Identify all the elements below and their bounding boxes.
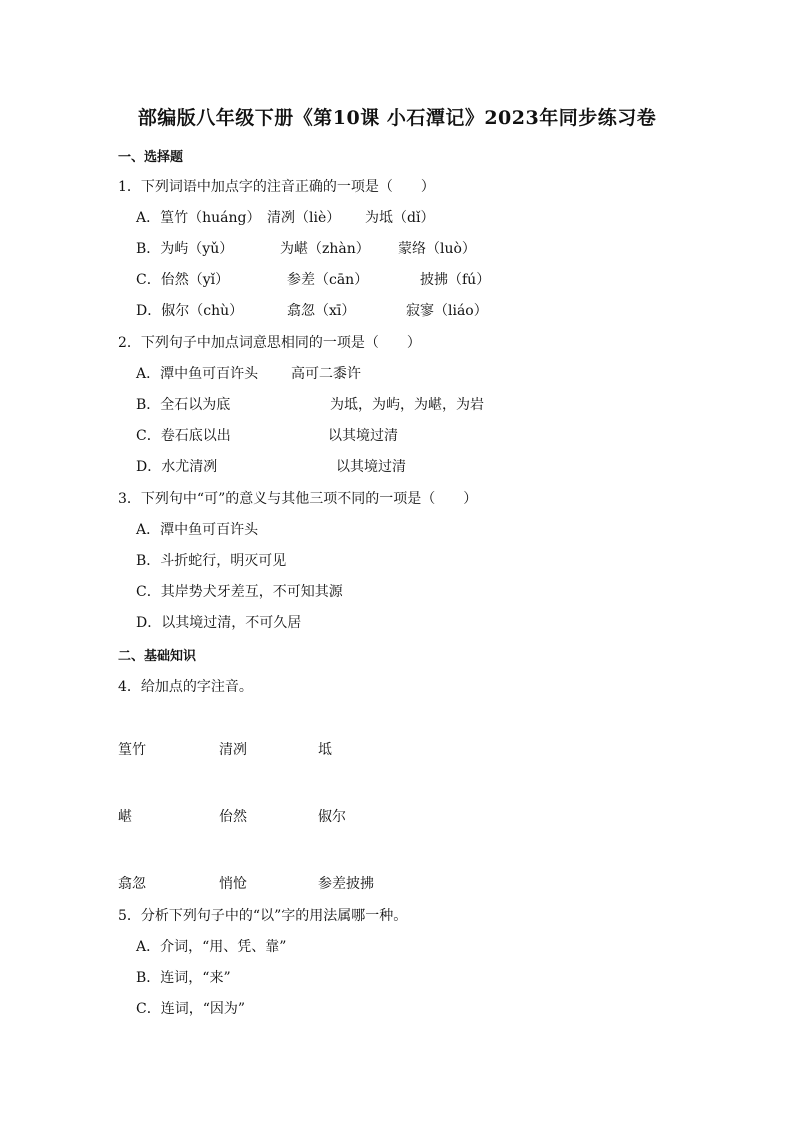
q1-c-item-2: 参差（cān） <box>287 272 369 288</box>
q1-d-item-1: D．俶尔（chù） <box>136 303 244 319</box>
question-3-stem: 3．下列句中“可”的意义与其他三项不同的一项是（ ） <box>118 491 478 507</box>
q4-word: 翕忽 <box>118 876 146 892</box>
question-2-stem: 2．下列句子中加点词意思相同的一项是（ ） <box>118 335 421 351</box>
q4-word: 俶尔 <box>318 809 346 825</box>
q4-word: 篁竹 <box>118 742 146 758</box>
q2-option-a <box>136 363 361 383</box>
q2-c-item-2: 以其境过清 <box>328 428 398 444</box>
q3-option-a: A．潭中鱼可百许头 <box>136 522 259 538</box>
q1-b-item-1: B．为屿（yǔ） <box>136 241 234 257</box>
q1-b-item-3: 蒙络（luò） <box>398 241 476 257</box>
q4-word: 佁然 <box>219 809 247 825</box>
q2-b-item-2: 为坻，为屿，为嵁，为岩 <box>330 397 484 413</box>
q2-a-item-1: A．潭中鱼可百许头 <box>136 366 259 382</box>
q2-c-item-1: C．卷石底以出 <box>136 428 231 444</box>
section-heading-basics: 二、基础知识 <box>118 649 197 664</box>
q1-a-item-3: 为坻（dǐ） <box>365 210 435 226</box>
q2-d-item-1: D．水尤清冽 <box>136 459 218 475</box>
q1-a-item-2: 清冽（liè） <box>267 210 341 226</box>
q1-d-item-3: 寂寥（liáo） <box>406 303 488 319</box>
q2-option-b <box>136 394 484 414</box>
q1-d-item-2: 翕忽（xī） <box>287 303 356 319</box>
q5-option-c: C．连词，“因为” <box>136 1001 246 1017</box>
q4-word: 坻 <box>318 742 332 758</box>
q4-word: 参差披拂 <box>318 876 374 892</box>
q1-b-item-2: 为嵁（zhàn） <box>280 241 370 257</box>
q1-option-b <box>136 238 476 258</box>
q4-word: 清冽 <box>219 742 247 758</box>
q2-option-d <box>136 456 406 476</box>
q2-option-c <box>136 425 398 445</box>
q1-option-d <box>136 300 488 320</box>
q4-word: 悄怆 <box>219 876 247 892</box>
q1-option-c <box>136 269 491 289</box>
question-4-stem: 4．给加点的字注音。 <box>118 679 253 695</box>
q2-a-item-2: 高可二黍许 <box>291 366 361 382</box>
q2-d-item-2: 以其境过清 <box>336 459 406 475</box>
q3-option-b: B．斗折蛇行，明灭可见 <box>136 553 287 569</box>
question-1-stem: 1．下列词语中加点字的注音正确的一项是（ ） <box>118 179 435 195</box>
q1-option-a <box>136 207 435 227</box>
q5-option-a: A．介词，“用、凭、靠” <box>136 939 287 955</box>
page-title: 部编版八年级下册《第10课 小石潭记》2023年同步练习卷 <box>137 107 657 129</box>
q1-c-item-3: 披拂（fú） <box>420 272 491 288</box>
q4-word: 嵁 <box>118 809 132 825</box>
q1-c-item-1: C．佁然（yǐ） <box>136 272 230 288</box>
section-heading-choice: 一、选择题 <box>118 150 184 165</box>
q2-b-item-1: B．全石以为底 <box>136 397 231 413</box>
question-5-stem: 5．分析下列句子中的“以”字的用法属哪一种。 <box>118 908 408 924</box>
q1-a-item-1: A．篁竹（huáng） <box>136 210 261 226</box>
q3-option-d: D．以其境过清，不可久居 <box>136 615 302 631</box>
q3-option-c: C．其岸势犬牙差互，不可知其源 <box>136 584 343 600</box>
q5-option-b: B．连词，“来” <box>136 970 231 986</box>
